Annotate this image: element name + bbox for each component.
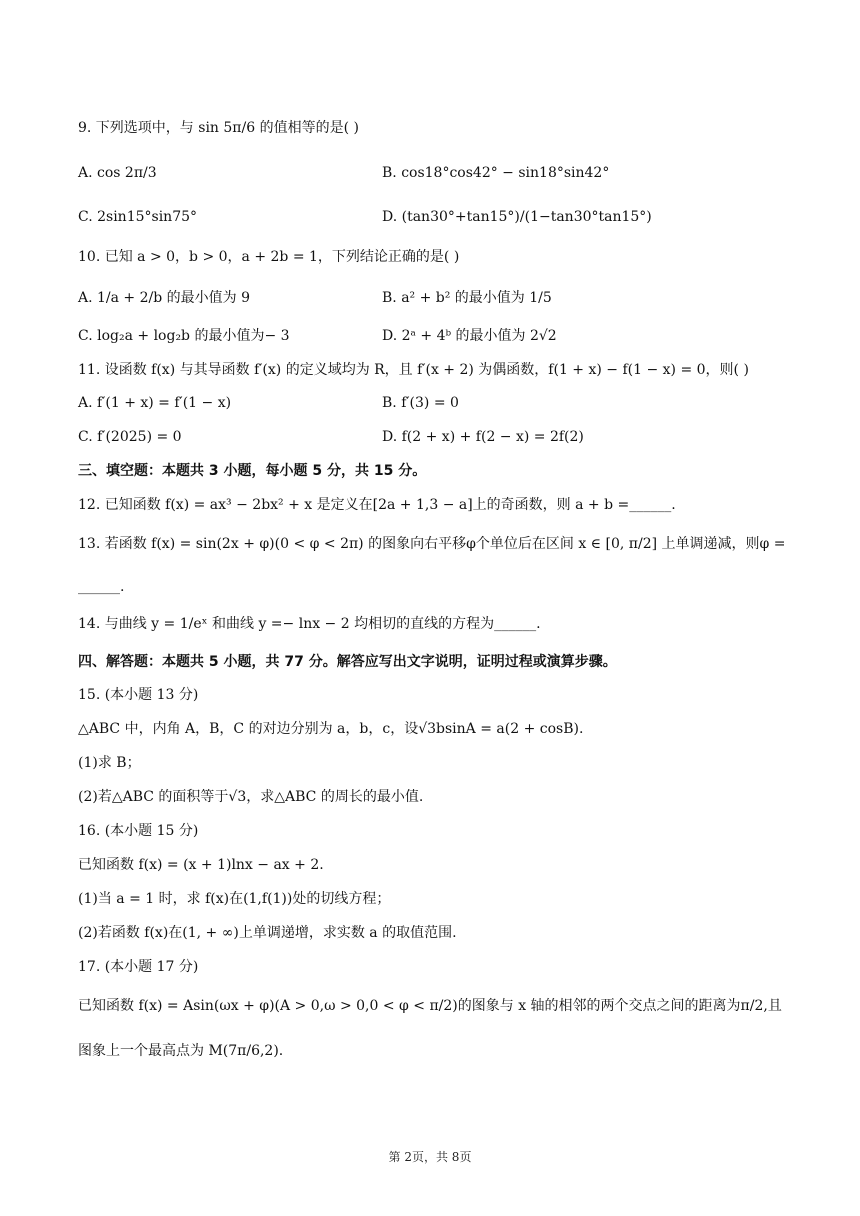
q11-option-d: D. f(2 + x) + f(2 − x) = 2f(2) <box>382 429 584 445</box>
q10-stem: 10. 已知 a > 0，b > 0，a + 2b = 1，下列结论正确的是( ) <box>78 249 460 265</box>
q17-header: 17. (本小题 17 分) <box>78 959 199 975</box>
q13-stem-line1: 13. 若函数 f(x) = sin(2x + φ)(0 < φ < 2π) 的图象向右平移φ个单位后在区间 x ∈ [0, π/2] 上单调递减，则φ = <box>78 536 786 552</box>
q10-option-b: B. a² + b² 的最小值为 1/5 <box>382 290 552 306</box>
q12-stem: 12. 已知函数 f(x) = ax³ − 2bx² + x 是定义在[2a + 1,3 − a]上的奇函数，则 a + b =______. <box>78 497 676 513</box>
q9-stem: 9. 下列选项中，与 sin 5π/6 的值相等的是( ) <box>78 120 359 136</box>
q15-body: △ABC 中，内角 A，B，C 的对边分别为 a，b，c，设√3bsinA = a(2 + cosB). <box>78 721 584 737</box>
q16-part1: (1)当 a = 1 时，求 f(x)在(1,f(1))处的切线方程； <box>78 891 391 907</box>
section-4-heading: 四、解答题：本题共 5 小题，共 77 分。解答应写出文字说明，证明过程或演算步骤。 <box>78 654 617 670</box>
section-3-heading: 三、填空题：本题共 3 小题，每小题 5 分，共 15 分。 <box>78 463 427 479</box>
q11-option-c: C. f′(2025) = 0 <box>78 429 182 445</box>
q15-header: 15. (本小题 13 分) <box>78 687 199 703</box>
q13-stem-line2: ______. <box>78 579 125 595</box>
page-footer: 第 2页，共 8页 <box>388 1150 472 1164</box>
q9-option-a: A. cos 2π/3 <box>78 165 157 181</box>
q11-option-a: A. f′(1 + x) = f′(1 − x) <box>78 395 232 411</box>
q17-body-line2: 图象上一个最高点为 M(7π/6,2). <box>78 1043 284 1059</box>
q11-stem: 11. 设函数 f(x) 与其导函数 f′(x) 的定义域均为 R，且 f′(x + 2) 为偶函数，f(1 + x) − f(1 − x) = 0，则( ) <box>78 362 749 378</box>
q10-option-d: D. 2ᵃ + 4ᵇ 的最小值为 2√2 <box>382 328 557 344</box>
q10-option-a: A. 1/a + 2/b 的最小值为 9 <box>78 290 251 306</box>
q17-body-line1: 已知函数 f(x) = Asin(ωx + φ)(A > 0,ω > 0,0 < φ < π/2)的图象与 x 轴的相邻的两个交点之间的距离为π/2,且 <box>78 998 782 1014</box>
q9-option-d: D. (tan30°+tan15°)/(1−tan30°tan15°) <box>382 209 652 225</box>
q15-part1: (1)求 B； <box>78 755 141 771</box>
q14-stem: 14. 与曲线 y = 1/eˣ 和曲线 y =− lnx − 2 均相切的直线的方程为______. <box>78 616 541 632</box>
q16-part2: (2)若函数 f(x)在(1, + ∞)上单调递增，求实数 a 的取值范围. <box>78 925 457 941</box>
q16-header: 16. (本小题 15 分) <box>78 823 199 839</box>
q9-option-b: B. cos18°cos42° − sin18°sin42° <box>382 165 610 181</box>
q10-option-c: C. log₂a + log₂b 的最小值为− 3 <box>78 328 290 344</box>
q15-part2: (2)若△ABC 的面积等于√3，求△ABC 的周长的最小值. <box>78 789 424 805</box>
q16-body: 已知函数 f(x) = (x + 1)lnx − ax + 2. <box>78 857 324 873</box>
q9-option-c: C. 2sin15°sin75° <box>78 209 198 225</box>
q11-option-b: B. f′(3) = 0 <box>382 395 459 411</box>
